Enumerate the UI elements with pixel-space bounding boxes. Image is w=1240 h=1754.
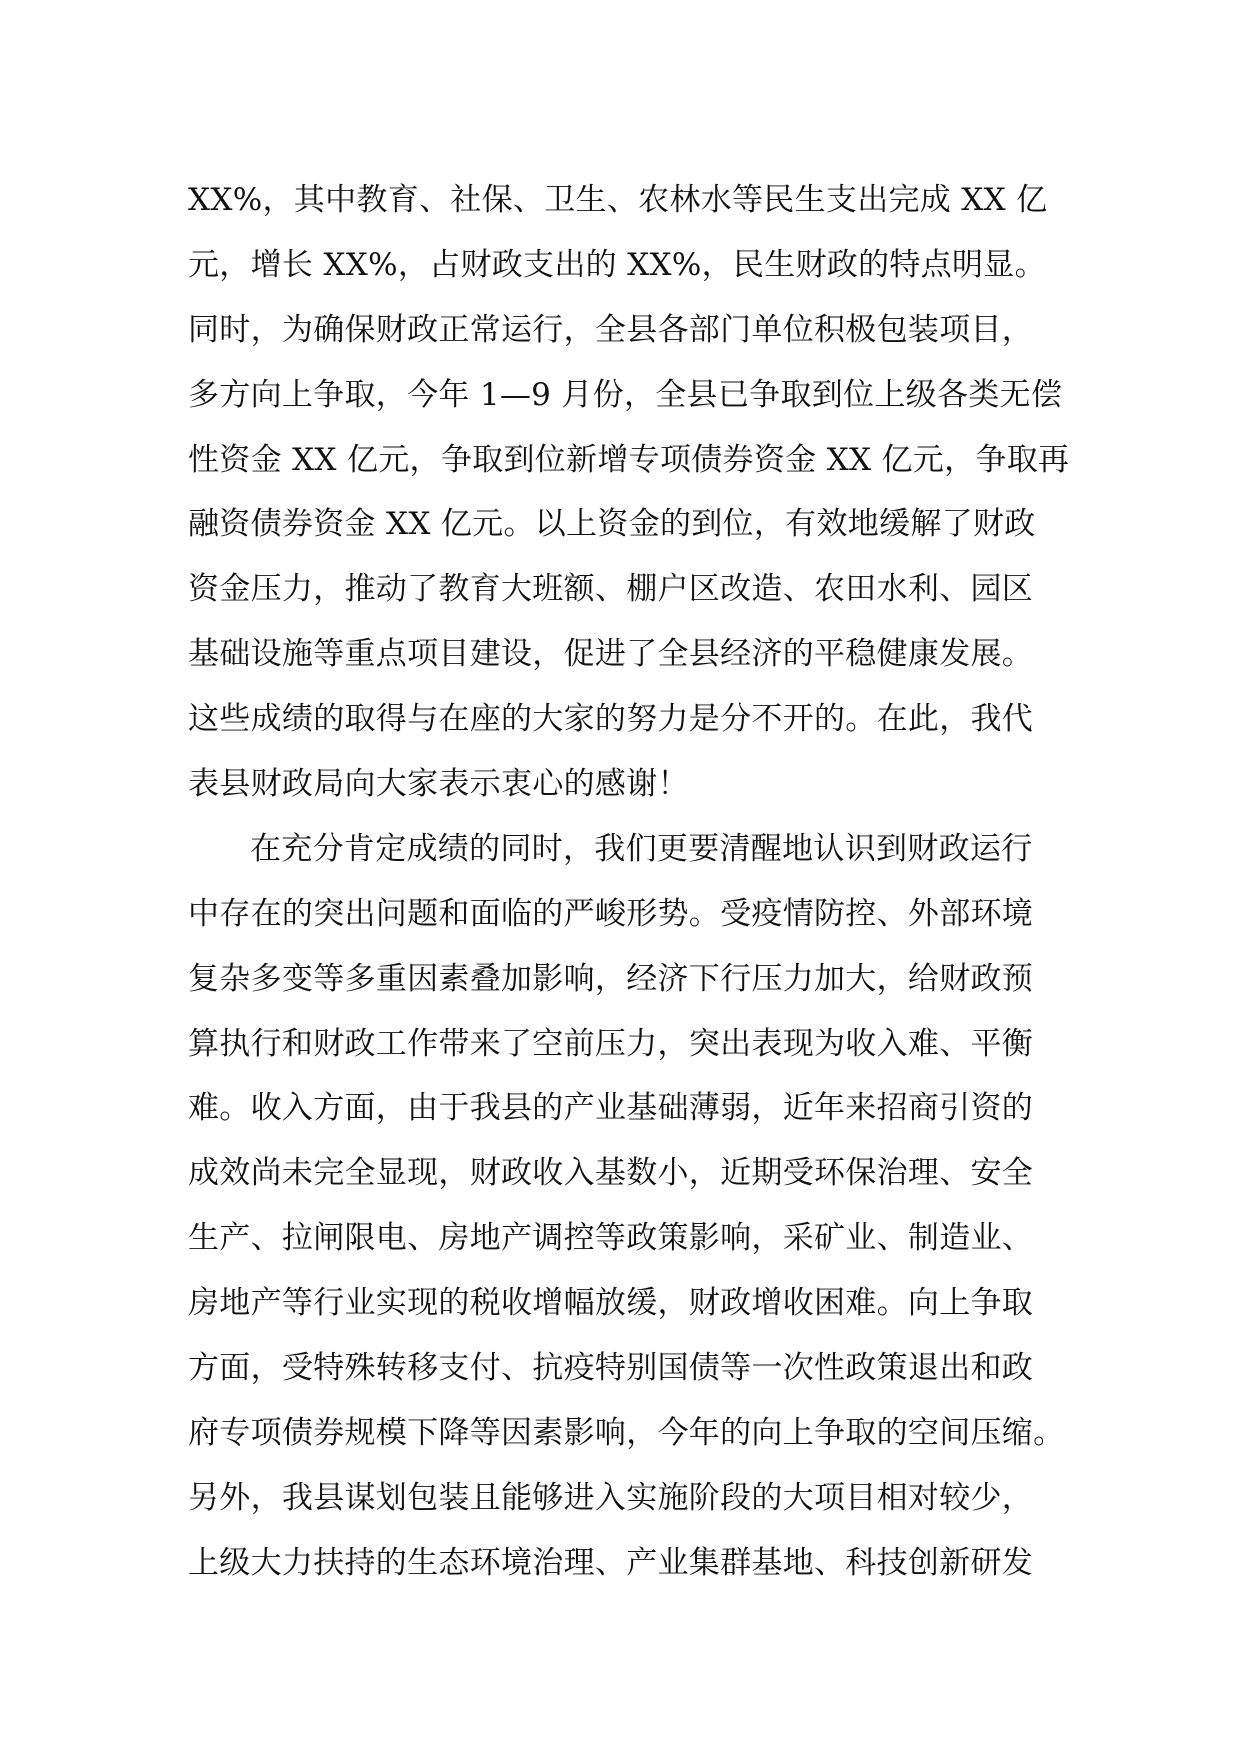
text-line: 算执行和财政工作带来了空前压力，突出表现为收入难、平衡 (188, 1025, 1034, 1062)
text-line: 多方向上争取，今年 1—9 月份，全县已争取到位上级各类无偿 (188, 376, 1063, 413)
text-line: 方面，受特殊转移支付、抗疫特别国债等一次性政策退出和政 (188, 1350, 1034, 1387)
text-line: 这些成绩的取得与在座的大家的努力是分不开的。在此，我代 (188, 701, 1034, 738)
text-line: 表县财政局向大家表示衷心的感谢！ (188, 766, 689, 803)
text-line: 融资债券资金 XX 亿元。以上资金的到位，有效地缓解了财政 (188, 506, 1036, 543)
text-line: 在充分肯定成绩的同时，我们更要清醒地认识到财政运行 (250, 830, 1033, 867)
text-line: 元，增长 XX%，占财政支出的 XX%，民生财政的特点明显。 (188, 246, 1046, 283)
text-line: 另外，我县谋划包装且能够进入实施阶段的大项目相对较少， (188, 1479, 1034, 1516)
text-line: 成效尚未完全显现，财政收入基数小，近期受环保治理、安全 (188, 1155, 1034, 1192)
text-line: 难。收入方面，由于我县的产业基础薄弱，近年来招商引资的 (188, 1090, 1034, 1127)
text-line: 中存在的突出问题和面临的严峻形势。受疫情防控、外部环境 (188, 895, 1034, 932)
text-line: 同时，为确保财政正常运行，全县各部门单位积极包装项目， (188, 311, 1034, 348)
document-body (188, 168, 1068, 1596)
text-line: 生产、拉闸限电、房地产调控等政策影响，采矿业、制造业、 (188, 1220, 1034, 1257)
text-line: 基础设施等重点项目建设，促进了全县经济的平稳健康发展。 (188, 636, 1034, 673)
text-line: 性资金 XX 亿元，争取到位新增专项债券资金 XX 亿元，争取再 (188, 441, 1070, 478)
text-line: 资金压力，推动了教育大班额、棚户区改造、农田水利、园区 (188, 571, 1034, 608)
paragraph-1 (188, 168, 1068, 817)
text-line: XX%，其中教育、社保、卫生、农林水等民生支出完成 XX 亿 (188, 182, 1048, 218)
text-line: 府专项债券规模下降等因素影响，今年的向上争取的空间压缩。 (188, 1414, 1065, 1451)
paragraph-2 (188, 817, 1068, 1596)
text-line: 房地产等行业实现的税收增幅放缓，财政增收困难。向上争取 (188, 1285, 1034, 1322)
text-line: 复杂多变等多重因素叠加影响，经济下行压力加大，给财政预 (188, 960, 1034, 997)
text-line: 上级大力扶持的生态环境治理、产业集群基地、科技创新研发 (188, 1544, 1034, 1581)
